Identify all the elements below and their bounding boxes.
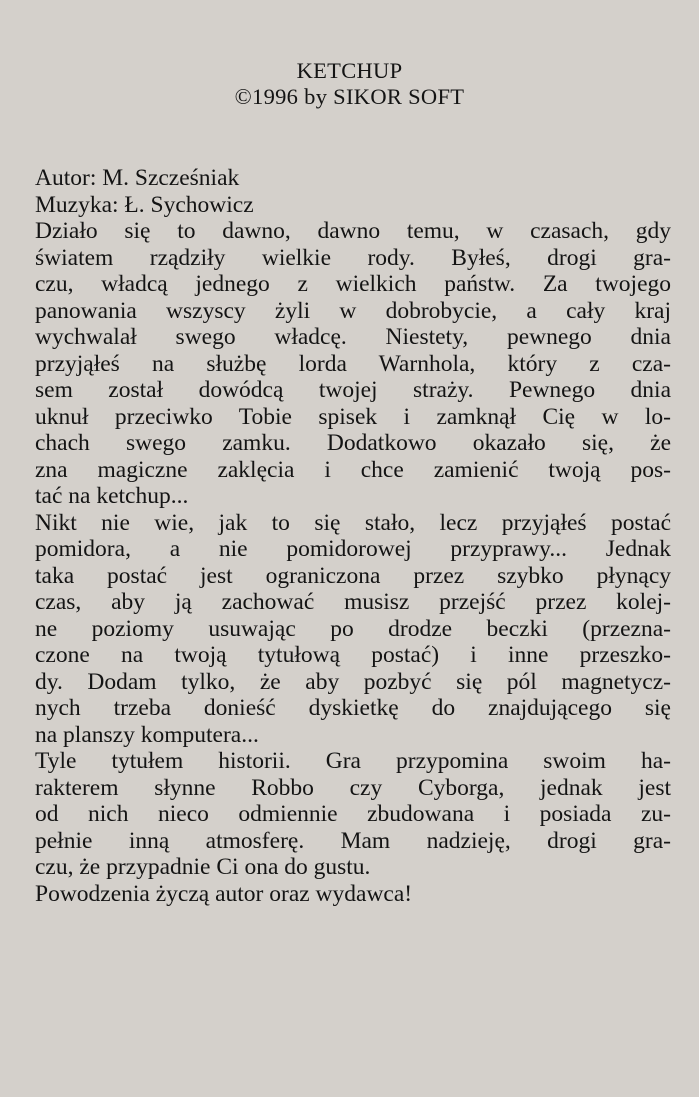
story-line: zna magiczne zaklęcia i chce zamienić twoją pos-	[35, 456, 671, 483]
story-line: uknuł przeciwko Tobie spisek i zamknął Cię w lo-	[35, 403, 671, 430]
story-line: czone na twoją tytułową postać) i inne przeszko-	[35, 642, 671, 668]
story-line: Tyle tytułem historii. Gra przypomina swoim ha-	[35, 748, 671, 774]
copyright-line: ©1996 by SIKOR SOFT	[234, 84, 465, 109]
story-line: na planszy komputera...	[35, 721, 259, 748]
story-line: światem rządziły wielkie rody. Byłeś, drogi gra-	[35, 244, 671, 271]
story-line: taka postać jest ograniczona przez szybko płynący	[35, 562, 671, 589]
story-line: przyjąłeś na służbę lorda Warnhola, który z cza-	[35, 350, 671, 377]
header	[0, 58, 699, 110]
story-line: od nich nieco odmiennie zbudowana i posiada zu-	[35, 801, 671, 827]
story-line: czu, władcą jednego z wielkich państw. Za twojego	[35, 271, 671, 297]
story-line: czas, aby ją zachować musisz przejść przez kolej-	[35, 589, 671, 615]
story-line: pełnie inną atmosferę. Mam nadzieję, drogi gra-	[35, 827, 671, 854]
music-credit: Muzyka: Ł. Sychowicz	[35, 191, 254, 218]
story-line: ne poziomy usuwając po drodze beczki (przezna-	[35, 615, 671, 642]
story-line: Działo się to dawno, dawno temu, w czasach, gdy	[35, 218, 671, 244]
story-line: dy. Dodam tylko, że aby pozbyć się pól magnetycz-	[35, 668, 671, 695]
story-line: sem został dowódcą twojej straży. Pewnego dnia	[35, 377, 671, 403]
story-line: panowania wszyscy żyli w dobrobycie, a cały kraj	[35, 297, 671, 324]
author-credit: Autor: M. Szcześniak	[35, 165, 240, 191]
story-line: rakterem słynne Robbo czy Cyborga, jednak jest	[35, 774, 671, 801]
story-line: Powodzenia życzą autor oraz wydawca!	[35, 880, 413, 907]
story-line: czu, że przypadnie Ci ona do gustu.	[35, 854, 371, 880]
story-line: chach swego zamku. Dodatkowo okazało się, że	[35, 430, 671, 456]
story-line: nych trzeba donieść dyskietkę do znajdującego się	[35, 695, 671, 721]
story-line: Nikt nie wie, jak to się stało, lecz przyjąłeś postać	[35, 509, 671, 536]
game-title: KETCHUP	[296, 58, 403, 83]
story-line: wychwalał swego władcę. Niestety, pewnego dnia	[35, 324, 671, 350]
story-text	[35, 218, 671, 907]
story-line: pomidora, a nie pomidorowej przyprawy... Jednak	[35, 536, 671, 562]
body-text	[35, 165, 671, 907]
story-line: tać na ketchup...	[35, 483, 189, 509]
